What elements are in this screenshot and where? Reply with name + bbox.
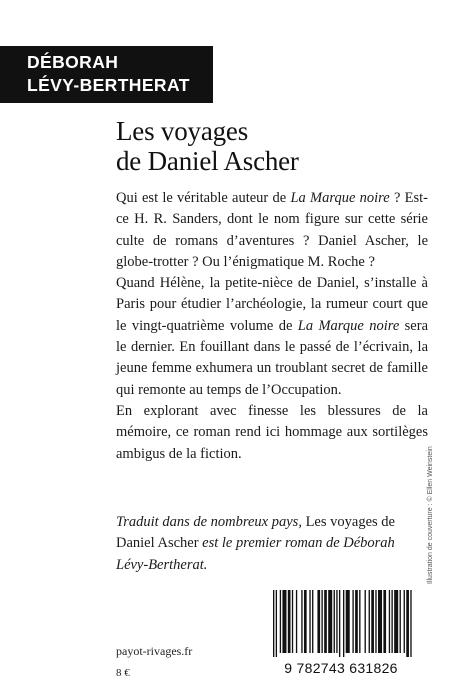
blurb-paragraph-2 (116, 273, 428, 401)
barcode-bar (394, 590, 398, 653)
note-book-title: Les voyages de Daniel Ascher (116, 514, 395, 552)
barcode-bar (371, 590, 374, 653)
blurb-paragraph-3: En explorant avec finesse les blessures de la mémoire, ce roman rend ici hommage aux sortilèges ambigus de la fiction. (116, 402, 428, 462)
blurb-text: Quand Hélène, la petite-nièce de Daniel, s’installe à Paris pour étudier l’archéologie, la rumeur court que le vingt-quatrième volume de (116, 275, 428, 334)
author-band (0, 46, 213, 103)
barcode-bar (328, 590, 332, 653)
barcode-bar (292, 590, 293, 653)
barcode-bar (276, 590, 277, 657)
barcode-bar (273, 590, 274, 657)
blurb-text: ? Est-ce H. R. Sanders, dont le nom figure sur cette série culte de romans d’aventures ? Daniel Ascher, le globe-trotter ? Ou l’énigmatique M. Roche ? (116, 190, 428, 270)
barcode-bar (391, 590, 392, 653)
barcode-bar (383, 590, 386, 653)
barcode-bar (365, 590, 366, 653)
barcode-bar (369, 590, 370, 653)
note-italic-part: est le premier roman de Déborah Lévy-Bertherat. (116, 535, 395, 573)
translation-note-text (116, 512, 428, 576)
barcode-bar (389, 590, 390, 653)
barcode-bar (336, 590, 337, 653)
barcode-bar (375, 590, 376, 653)
barcode-bar (324, 590, 327, 653)
blurb-text: Qui est le véritable auteur de (116, 190, 291, 206)
book-title-line-1: Les voyages (116, 116, 249, 146)
price: 8 € (116, 667, 130, 679)
blurb-italic-title: La Marque noire (297, 317, 400, 334)
barcode-bar (304, 590, 307, 653)
barcode-bar (346, 590, 350, 653)
author-first-name: DÉBORAH (27, 52, 119, 72)
barcode-bar (288, 590, 291, 653)
blurb-text: sera le dernier. En fouillant dans le passé de l’écrivain, la jeune femme exhumera un troublant secret de famille qui remonte au temps de l’Occupation. (116, 317, 428, 398)
barcode (273, 590, 413, 657)
illustration-credit: Illustration de couverture : © Ellen Weinstein (427, 446, 434, 584)
barcode-bar (343, 590, 344, 657)
note-italic-part: Traduit dans de nombreux pays, (116, 514, 306, 530)
barcode-bar (400, 590, 401, 653)
barcode-bar (334, 590, 335, 653)
barcode-bar (280, 590, 281, 653)
barcode-bar (359, 590, 360, 653)
author-last-name: LÉVY-BERTHERAT (27, 75, 190, 95)
barcode-bar (321, 590, 322, 653)
publisher-website: payot-rivages.fr (116, 644, 193, 658)
barcode-bar (352, 590, 353, 653)
barcode-bar (404, 590, 405, 653)
book-title-line-2: de Daniel Ascher (116, 146, 299, 176)
barcode-bar (339, 590, 340, 657)
book-title (116, 116, 299, 176)
barcode-bar (378, 590, 382, 653)
barcode-bar (301, 590, 302, 653)
blurb-italic-title: La Marque noire (290, 190, 390, 206)
translation-note (116, 512, 428, 576)
barcode-bar (317, 590, 320, 653)
barcode-digits: 9 782743 631826 (284, 660, 398, 676)
barcode-bar (309, 590, 310, 653)
barcode-bar (406, 590, 409, 657)
barcode-bar (282, 590, 286, 653)
blurb-paragraph-1 (116, 188, 428, 273)
barcode-bar (296, 590, 297, 653)
barcode-bar (355, 590, 358, 653)
barcode-bar (410, 590, 411, 657)
barcode-bar (312, 590, 313, 653)
back-cover-blurb (116, 188, 428, 465)
